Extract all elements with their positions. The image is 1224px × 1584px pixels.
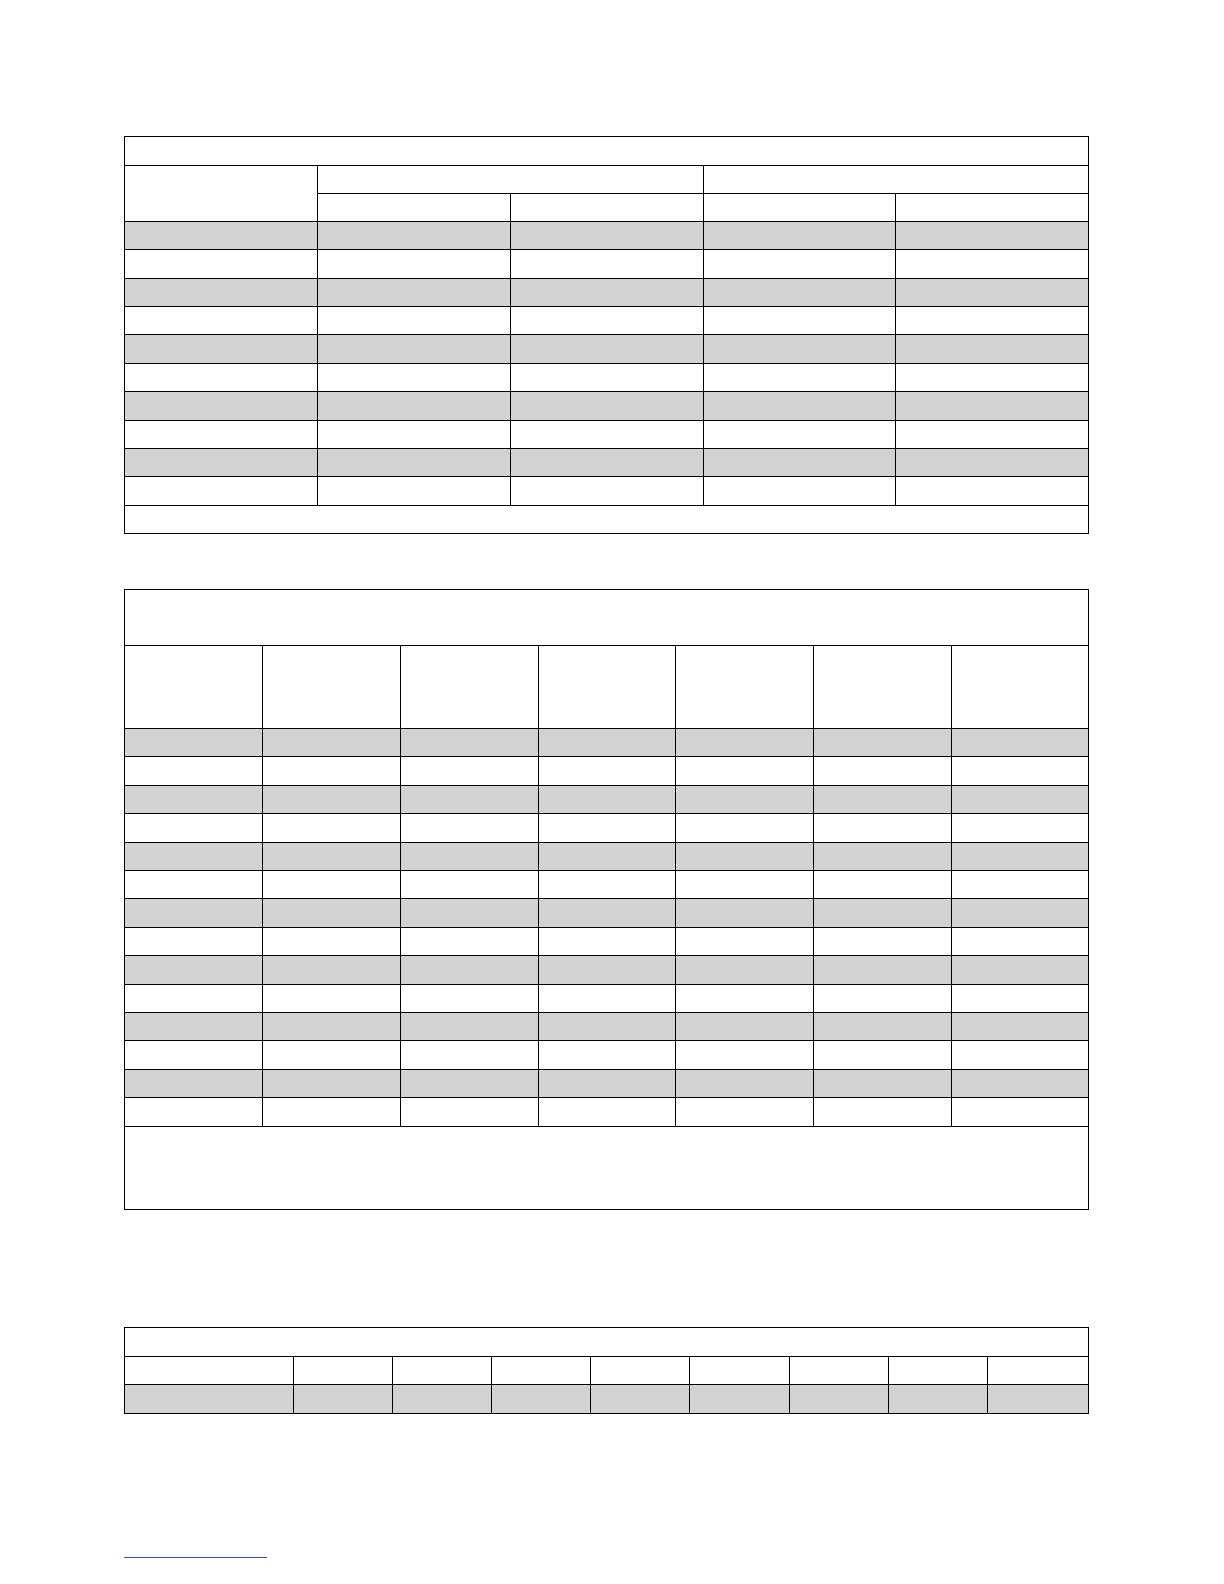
table-row — [125, 222, 1089, 250]
table-cell — [676, 1098, 814, 1127]
table-row — [125, 729, 1089, 757]
table-cell — [401, 871, 539, 899]
table-cell — [539, 956, 676, 985]
table-cell — [125, 1070, 263, 1098]
table-cell — [263, 757, 401, 786]
column-header — [294, 1357, 393, 1385]
table-cell — [676, 786, 814, 814]
table-cell — [263, 1070, 401, 1098]
table-cell — [401, 1098, 539, 1127]
table-cell — [704, 392, 896, 421]
table-cell — [952, 814, 1089, 843]
table-cell — [263, 899, 401, 928]
table-cell — [814, 956, 952, 985]
table-caption — [125, 137, 1089, 166]
table-cell — [511, 307, 704, 335]
table-cell — [125, 335, 318, 364]
table-cell — [539, 1041, 676, 1070]
table-row — [125, 1041, 1089, 1070]
sub-header-cell — [318, 194, 511, 222]
table-cell — [125, 1385, 294, 1414]
table-cell — [896, 279, 1089, 307]
table-cell — [263, 871, 401, 899]
table-cell — [263, 1013, 401, 1041]
table-cell — [676, 814, 814, 843]
table-cell — [952, 843, 1089, 871]
table-cell — [814, 928, 952, 956]
table-cell — [401, 985, 539, 1013]
table-cell — [896, 335, 1089, 364]
table-cell — [125, 1013, 263, 1041]
table-cell — [263, 1041, 401, 1070]
table-cell — [814, 757, 952, 786]
table-cell — [263, 1098, 401, 1127]
table-cell — [896, 222, 1089, 250]
group-header-cell — [318, 166, 704, 194]
table-row — [125, 392, 1089, 421]
table-cell — [676, 985, 814, 1013]
table-cell — [676, 928, 814, 956]
column-header — [125, 1357, 294, 1385]
table-cell — [318, 307, 511, 335]
table-cell — [492, 1385, 591, 1414]
table-cell — [511, 392, 704, 421]
sub-header-cell — [704, 194, 896, 222]
table-cell — [814, 729, 952, 757]
table-cell — [896, 421, 1089, 449]
table-cell — [676, 1070, 814, 1098]
table-cell — [125, 786, 263, 814]
table-cell — [401, 899, 539, 928]
table-cell — [125, 985, 263, 1013]
table-cell — [704, 222, 896, 250]
column-header — [393, 1357, 492, 1385]
table-cell — [125, 279, 318, 307]
table-cell — [263, 729, 401, 757]
table-cell — [704, 449, 896, 477]
column-header — [790, 1357, 889, 1385]
table-row — [125, 335, 1089, 364]
table-cell — [401, 786, 539, 814]
column-header — [988, 1357, 1089, 1385]
table-cell — [125, 477, 318, 506]
table-cell — [318, 335, 511, 364]
table-row — [125, 956, 1089, 985]
table-cell — [263, 843, 401, 871]
table-cell — [318, 421, 511, 449]
column-header — [814, 646, 952, 729]
table-cell — [539, 1098, 676, 1127]
table-cell — [676, 1013, 814, 1041]
table-cell — [125, 449, 318, 477]
table-caption — [125, 1328, 1089, 1357]
table-cell — [896, 250, 1089, 279]
table-cell — [896, 449, 1089, 477]
table-cell — [889, 1385, 988, 1414]
table-cell — [318, 477, 511, 506]
table-1 — [124, 136, 1089, 534]
table-cell — [125, 814, 263, 843]
table-cell — [401, 1070, 539, 1098]
table-cell — [125, 307, 318, 335]
table-row — [125, 1385, 1089, 1414]
table-cell — [952, 956, 1089, 985]
table-row — [125, 477, 1089, 506]
table-row — [125, 1098, 1089, 1127]
column-header — [125, 646, 263, 729]
table-row — [125, 449, 1089, 477]
footnote-separator — [124, 1557, 267, 1558]
sub-header-cell — [511, 194, 704, 222]
table-note — [125, 506, 1089, 534]
table-cell — [539, 814, 676, 843]
table-cell — [539, 871, 676, 899]
table-row — [125, 1013, 1089, 1041]
table-cell — [814, 1041, 952, 1070]
table-row — [125, 928, 1089, 956]
table-cell — [896, 307, 1089, 335]
table-cell — [814, 843, 952, 871]
table-cell — [952, 1041, 1089, 1070]
table-cell — [539, 928, 676, 956]
table-cell — [896, 477, 1089, 506]
column-header — [263, 646, 401, 729]
table-row — [125, 307, 1089, 335]
table-cell — [676, 956, 814, 985]
table-cell — [511, 364, 704, 392]
table-2 — [124, 589, 1089, 1210]
table-cell — [401, 1013, 539, 1041]
table-cell — [125, 871, 263, 899]
table-row — [125, 843, 1089, 871]
table-cell — [704, 421, 896, 449]
table-cell — [511, 449, 704, 477]
table-cell — [676, 843, 814, 871]
table-cell — [263, 786, 401, 814]
table-cell — [318, 449, 511, 477]
table-cell — [125, 1041, 263, 1070]
table-cell — [676, 1041, 814, 1070]
table-cell — [263, 814, 401, 843]
table-row — [125, 364, 1089, 392]
table-row — [125, 814, 1089, 843]
table-cell — [952, 1098, 1089, 1127]
table-cell — [125, 899, 263, 928]
table-cell — [704, 250, 896, 279]
table-cell — [263, 928, 401, 956]
table-cell — [401, 956, 539, 985]
table-cell — [690, 1385, 790, 1414]
table-cell — [704, 364, 896, 392]
table-cell — [952, 928, 1089, 956]
table-cell — [952, 985, 1089, 1013]
table-cell — [511, 477, 704, 506]
table-cell — [318, 279, 511, 307]
table-cell — [401, 928, 539, 956]
table-cell — [814, 1098, 952, 1127]
table-cell — [318, 364, 511, 392]
table-cell — [988, 1385, 1089, 1414]
column-header — [591, 1357, 690, 1385]
table-cell — [511, 222, 704, 250]
table-cell — [814, 1013, 952, 1041]
table-cell — [814, 814, 952, 843]
column-header — [952, 646, 1089, 729]
table-cell — [125, 956, 263, 985]
table-note — [125, 1127, 1089, 1210]
table-cell — [704, 279, 896, 307]
table-cell — [814, 786, 952, 814]
table-cell — [393, 1385, 492, 1414]
table-cell — [539, 757, 676, 786]
table-row — [125, 786, 1089, 814]
table-cell — [704, 477, 896, 506]
table-row — [125, 985, 1089, 1013]
table-cell — [539, 899, 676, 928]
table-cell — [952, 729, 1089, 757]
table-cell — [125, 421, 318, 449]
table-cell — [896, 392, 1089, 421]
table-cell — [539, 1013, 676, 1041]
column-header — [401, 646, 539, 729]
table-cell — [125, 729, 263, 757]
table-cell — [539, 729, 676, 757]
table-cell — [125, 928, 263, 956]
table-cell — [814, 985, 952, 1013]
table-row — [125, 757, 1089, 786]
table-cell — [704, 307, 896, 335]
column-header — [690, 1357, 790, 1385]
table-cell — [952, 899, 1089, 928]
table-cell — [125, 250, 318, 279]
table-cell — [952, 757, 1089, 786]
table-cell — [676, 729, 814, 757]
table-cell — [263, 956, 401, 985]
table-cell — [511, 279, 704, 307]
column-header — [539, 646, 676, 729]
table-cell — [814, 871, 952, 899]
table-cell — [814, 899, 952, 928]
row-header-cell — [125, 166, 318, 222]
column-header — [492, 1357, 591, 1385]
table-cell — [318, 222, 511, 250]
table-row — [125, 899, 1089, 928]
table-cell — [125, 757, 263, 786]
table-row — [125, 421, 1089, 449]
table-3 — [124, 1327, 1089, 1414]
table-cell — [511, 250, 704, 279]
sub-header-cell — [896, 194, 1089, 222]
table-cell — [125, 364, 318, 392]
table-caption — [125, 590, 1089, 646]
table-cell — [539, 1070, 676, 1098]
table-cell — [318, 250, 511, 279]
table-cell — [511, 421, 704, 449]
table-cell — [401, 729, 539, 757]
table-cell — [952, 1013, 1089, 1041]
table-cell — [539, 985, 676, 1013]
table-cell — [676, 757, 814, 786]
table-row — [125, 1070, 1089, 1098]
table-cell — [125, 843, 263, 871]
table-cell — [125, 1098, 263, 1127]
table-row — [125, 871, 1089, 899]
table-cell — [539, 843, 676, 871]
table-cell — [952, 786, 1089, 814]
table-cell — [125, 222, 318, 250]
table-cell — [401, 757, 539, 786]
table-row — [125, 250, 1089, 279]
table-cell — [952, 871, 1089, 899]
column-header — [889, 1357, 988, 1385]
table-cell — [790, 1385, 889, 1414]
table-cell — [896, 364, 1089, 392]
table-cell — [294, 1385, 393, 1414]
group-header-cell — [704, 166, 1089, 194]
table-cell — [539, 786, 676, 814]
table-cell — [952, 1070, 1089, 1098]
table-cell — [401, 814, 539, 843]
table-cell — [401, 1041, 539, 1070]
table-cell — [591, 1385, 690, 1414]
table-cell — [263, 985, 401, 1013]
table-row — [125, 279, 1089, 307]
table-cell — [704, 335, 896, 364]
table-cell — [676, 899, 814, 928]
table-cell — [318, 392, 511, 421]
column-header — [676, 646, 814, 729]
table-cell — [676, 871, 814, 899]
table-cell — [401, 843, 539, 871]
table-cell — [814, 1070, 952, 1098]
table-cell — [511, 335, 704, 364]
table-cell — [125, 392, 318, 421]
